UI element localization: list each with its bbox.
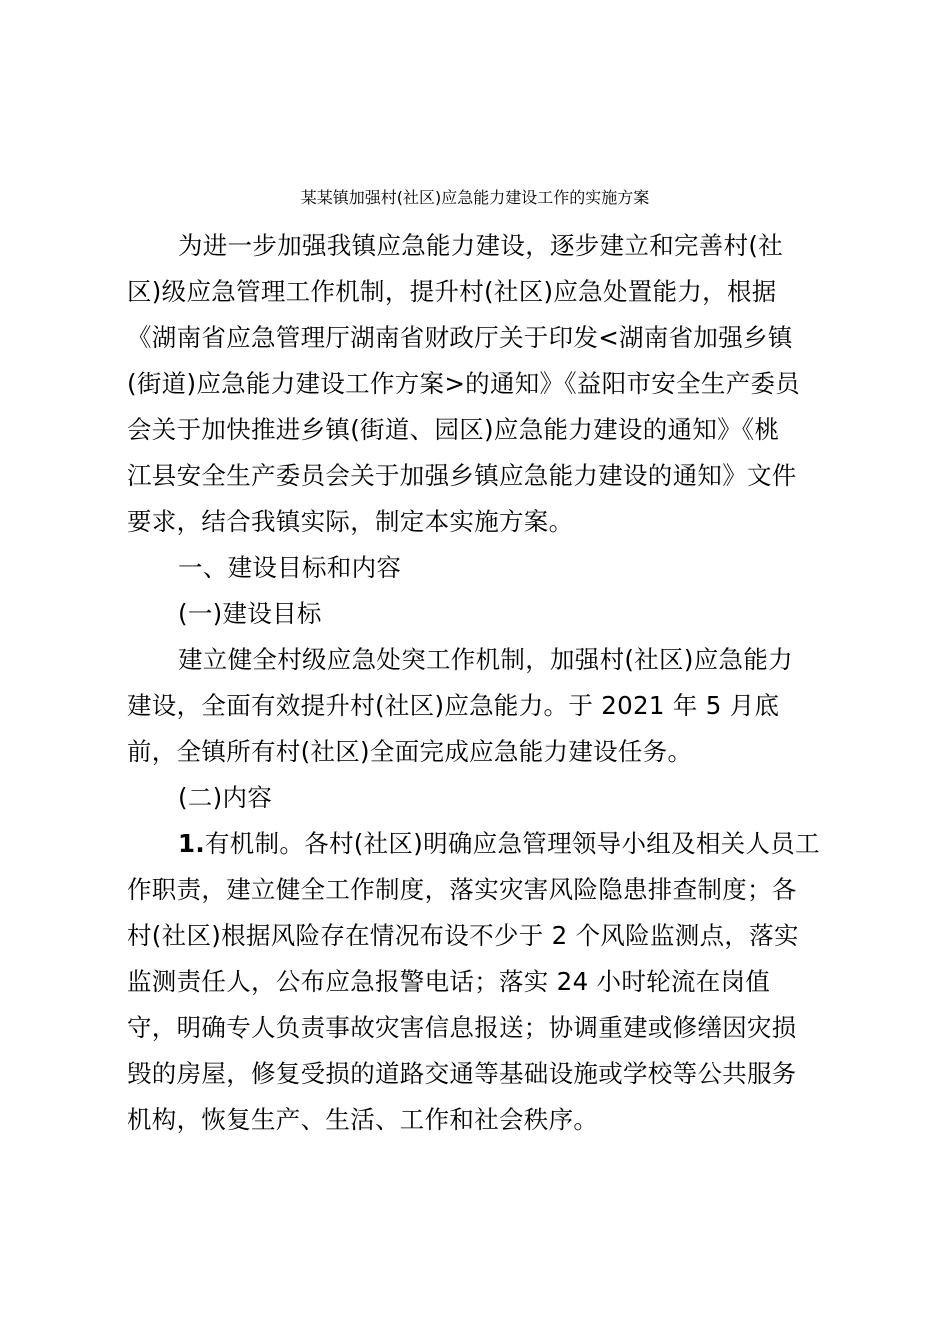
item-line: 机构，恢复生产、生活、工作和社会秩序。 xyxy=(127,1105,599,1134)
item-first-line xyxy=(178,824,820,864)
item-line: 村(社区)根据风险存在情况布设不少于 2 个风险监测点，落实 xyxy=(127,921,799,950)
document-title: 某某镇加强村(社区)应急能力建设工作的实施方案 xyxy=(300,188,650,207)
item-line: 守，明确专人负责事故灾害信息报送；协调重建或修缮因灾损 xyxy=(127,1013,797,1042)
goal-line: 前，全镇所有村(社区)全面完成应急能力建设任务。 xyxy=(127,737,693,766)
intro-line: 江县安全生产委员会关于加强乡镇应急能力建设的通知》文件 xyxy=(127,461,797,490)
intro-line: 要求，结合我镇实际，制定本实施方案。 xyxy=(127,507,574,536)
section-heading: 一、建设目标和内容 xyxy=(178,553,402,582)
item-line: 作职责，建立健全工作制度，落实灾害风险隐患排查制度；各 xyxy=(127,875,797,904)
goal-line: 建设，全面有效提升村(社区)应急能力。于 2021 年 5 月底 xyxy=(127,691,780,720)
item-line: 毁的房屋，修复受损的道路交通等基础设施或学校等公共服务 xyxy=(127,1059,797,1088)
item-number: 1. xyxy=(178,829,205,858)
intro-line: (街道)应急能力建设工作方案>的通知》《益阳市安全生产委员 xyxy=(127,369,801,398)
goal-line: 建立健全村级应急处突工作机制，加强村(社区)应急能力 xyxy=(178,645,793,674)
subsection-heading: (二)内容 xyxy=(178,783,273,812)
subsection-heading: (一)建设目标 xyxy=(178,599,322,628)
intro-line: 区)级应急管理工作机制，提升村(社区)应急处置能力，根据 xyxy=(127,277,777,306)
intro-line: 会关于加快推进乡镇(街道、园区)应急能力建设的通知》《桃 xyxy=(127,415,780,444)
intro-line: 《湖南省应急管理厅湖南省财政厅关于印发<湖南省加强乡镇 xyxy=(127,323,793,352)
intro-line: 为进一步加强我镇应急能力建设，逐步建立和完善村(社 xyxy=(178,231,784,260)
item-text: 有机制。各村(社区)明确应急管理领导小组及相关人员工 xyxy=(204,829,820,858)
item-line: 监测责任人，公布应急报警电话；落实 24 小时轮流在岗值 xyxy=(127,967,771,996)
